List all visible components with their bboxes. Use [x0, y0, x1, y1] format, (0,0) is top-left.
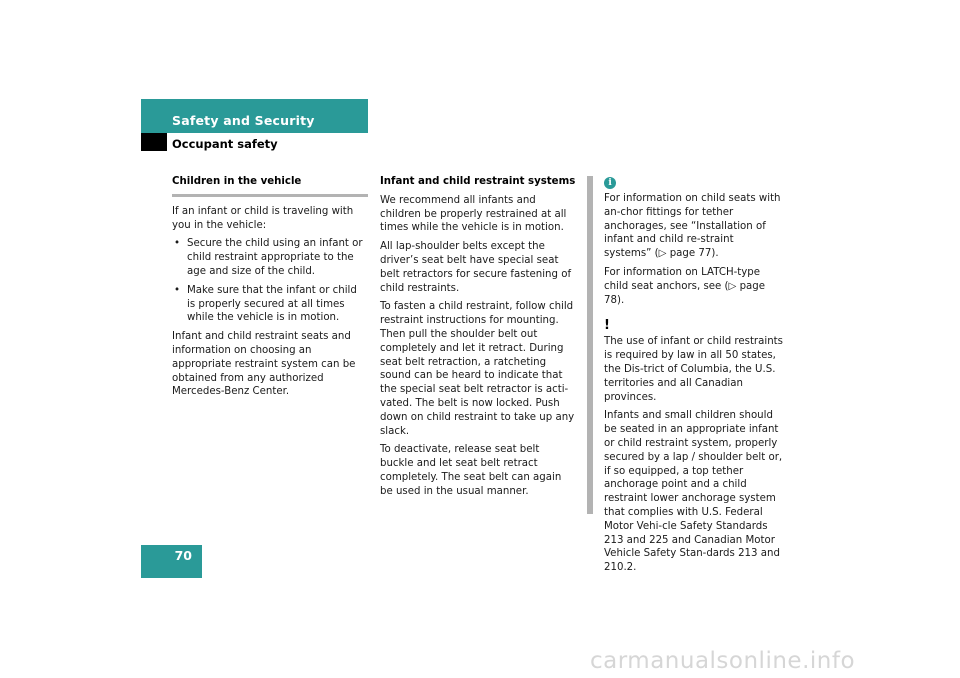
column-heading: Infant and child restraint systems	[380, 176, 576, 187]
page-number-box	[141, 545, 202, 578]
page-number: 70	[174, 548, 192, 563]
heading-rule	[172, 194, 368, 197]
column-heading: Children in the vehicle	[172, 176, 302, 187]
list-item	[172, 237, 368, 278]
paragraph: All lap-shoulder belts except the driver’s seat belt have special seat belt retractors for secure fastening of child restraints.	[380, 241, 572, 294]
section-marker	[141, 133, 167, 151]
section-title: Safety and Security	[172, 113, 315, 128]
bullet-text: Secure the child using an infant or child restraint appropriate to the age and size of the child.	[187, 238, 363, 277]
closing-paragraph: Infant and child restraint seats and information on choosing an appropriate restraint system can be obtained from any authorized Mercedes-Benz Center.	[172, 331, 356, 398]
paragraph: We recommend all infants and children be properly restrained at all times while the vehicle is in motion.	[380, 194, 567, 234]
column-notes	[604, 177, 784, 580]
warning-paragraph: Infants and small children should be seated in an appropriate infant or child restraint system, properly secured by a lap / shoulder belt or, if so equipped, a top tether anchorage point and a child restraint lower anchorage system that complies with U.S. Federal Motor Vehi-cle Safety Standards 213 and 225 and Canadian Motor Vehicle Safety Stan-dards 213 and 210.2.	[604, 410, 783, 574]
warning-paragraph: The use of infant or child restraints is required by law in all 50 states, the Dis-trict of Columbia, the U.S. territories and all Canadian provinces.	[604, 336, 783, 403]
subsection-title: Occupant safety	[172, 137, 278, 151]
paragraph: To deactivate, release seat belt buckle and let seat belt retract completely. The seat belt can again be used in the usual manner.	[380, 444, 562, 497]
info-paragraph: For information on LATCH-type child seat anchors, see (▷ page 78).	[604, 266, 766, 306]
paragraph: To fasten a child restraint, follow child restraint instructions for mounting. Then pull the shoulder belt out completely and let it retract. During seat belt retraction, a ratcheting sound can be heard to indicate that the special seat belt retractor is acti-vated. The belt is now locked. Push down on child restraint to take up any slack.	[380, 301, 575, 437]
bullet-icon: •	[174, 238, 181, 250]
column-children-in-vehicle	[172, 175, 368, 404]
sidebar-rule	[587, 176, 593, 514]
bullet-icon: •	[174, 284, 181, 296]
info-paragraph: For information on child seats with an-chor fittings for tether anchorages, see “Installation of infant and child re-straint systems” (▷ page 77).	[604, 193, 781, 260]
column-restraint-systems	[380, 175, 576, 504]
bullet-text: Make sure that the infant or child is properly secured at all times while the vehicle is in motion.	[187, 284, 357, 324]
intro-paragraph: If an infant or child is traveling with you in the vehicle:	[172, 205, 354, 231]
warning-icon: !	[604, 318, 610, 334]
list-item	[172, 284, 368, 325]
watermark: carmanualsonline.info	[590, 648, 856, 674]
info-icon: i	[604, 177, 616, 189]
bullet-list	[172, 237, 368, 325]
